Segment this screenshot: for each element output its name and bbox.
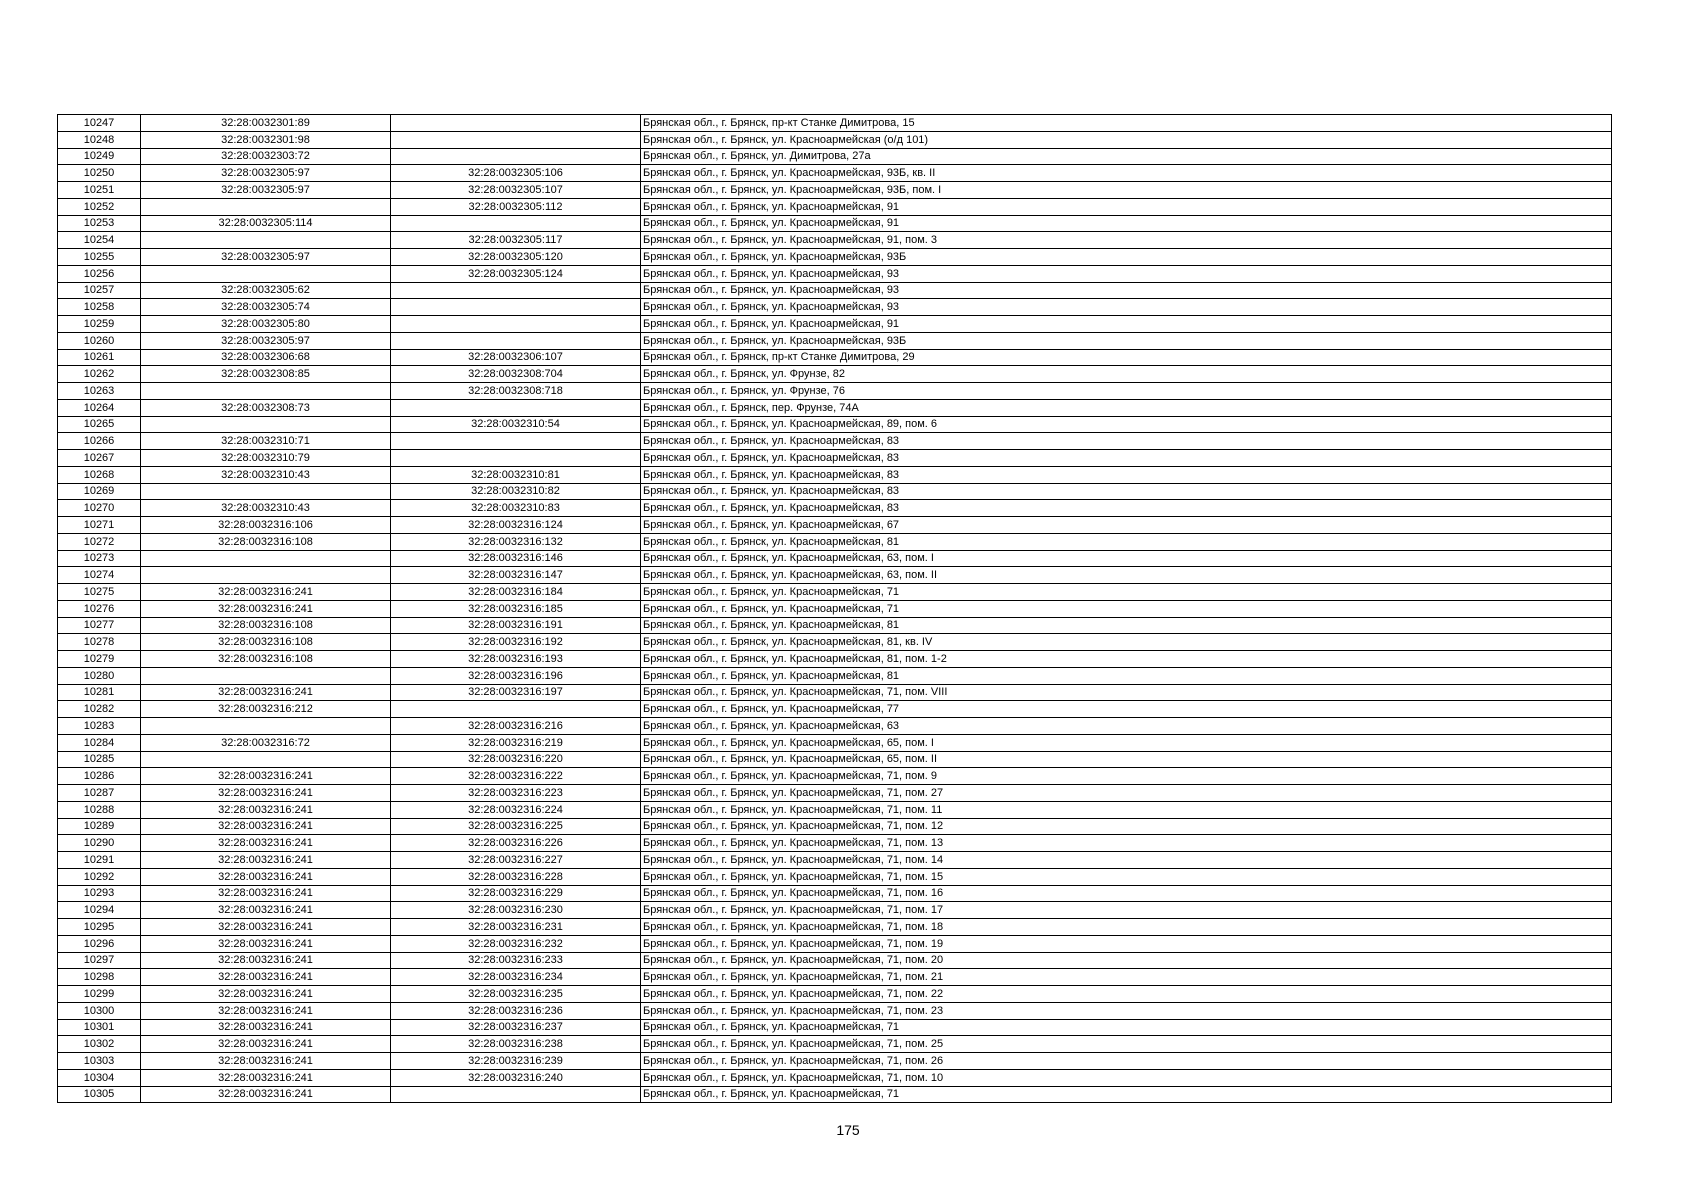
row-number-cell: 10300 [58,1002,141,1019]
table-row [58,935,1612,952]
object-number-cell [391,399,641,416]
object-number-cell [391,131,641,148]
table-row [58,466,1612,483]
row-number-cell: 10252 [58,198,141,215]
table-row [58,517,1612,534]
row-number-cell: 10265 [58,416,141,433]
row-number-cell: 10261 [58,349,141,366]
row-number-cell: 10268 [58,466,141,483]
address-cell: Брянская обл., г. Брянск, ул. Красноармейская, 71, пом. 11 [641,801,1612,818]
table-row [58,215,1612,232]
object-number-cell: 32:28:0032316:224 [391,801,641,818]
object-number-cell: 32:28:0032310:81 [391,466,641,483]
address-cell: Брянская обл., г. Брянск, ул. Красноармейская, 91 [641,198,1612,215]
row-number-cell: 10267 [58,450,141,467]
table-row [58,1053,1612,1070]
object-number-cell: 32:28:0032308:718 [391,383,641,400]
parcel-number-cell: 32:28:0032316:72 [141,734,391,751]
parcel-number-cell: 32:28:0032316:108 [141,634,391,651]
address-cell: Брянская обл., г. Брянск, ул. Красноармейская, 81 [641,667,1612,684]
table-row [58,852,1612,869]
address-cell: Брянская обл., г. Брянск, ул. Красноармейская, 71, пом. 21 [641,969,1612,986]
parcel-number-cell: 32:28:0032305:97 [141,332,391,349]
address-cell: Брянская обл., г. Брянск, ул. Красноармейская, 91 [641,215,1612,232]
row-number-cell: 10286 [58,768,141,785]
address-cell: Брянская обл., г. Брянск, ул. Красноармейская, 93 [641,282,1612,299]
parcel-number-cell [141,416,391,433]
object-number-cell: 32:28:0032310:82 [391,483,641,500]
parcel-number-cell: 32:28:0032306:68 [141,349,391,366]
table-row [58,349,1612,366]
table-row [58,885,1612,902]
object-number-cell [391,115,641,132]
table-row [58,751,1612,768]
row-number-cell: 10275 [58,584,141,601]
address-cell: Брянская обл., г. Брянск, пер. Фрунзе, 74А [641,399,1612,416]
row-number-cell: 10304 [58,1069,141,1086]
address-cell: Брянская обл., г. Брянск, ул. Красноармейская, 89, пом. 6 [641,416,1612,433]
object-number-cell: 32:28:0032316:222 [391,768,641,785]
parcel-number-cell: 32:28:0032310:71 [141,433,391,450]
parcel-number-cell: 32:28:0032316:241 [141,935,391,952]
table-row [58,818,1612,835]
row-number-cell: 10282 [58,701,141,718]
parcel-number-cell: 32:28:0032316:241 [141,801,391,818]
parcel-number-cell: 32:28:0032308:85 [141,366,391,383]
table-row [58,718,1612,735]
row-number-cell: 10248 [58,131,141,148]
table-row [58,399,1612,416]
address-cell: Брянская обл., г. Брянск, ул. Красноармейская, 93Б [641,249,1612,266]
parcel-number-cell: 32:28:0032316:108 [141,651,391,668]
row-number-cell: 10305 [58,1086,141,1103]
row-number-cell: 10259 [58,316,141,333]
address-cell: Брянская обл., г. Брянск, ул. Красноармейская, 83 [641,450,1612,467]
row-number-cell: 10272 [58,533,141,550]
table-row [58,1019,1612,1036]
address-cell: Брянская обл., г. Брянск, пр-кт Станке Димитрова, 29 [641,349,1612,366]
row-number-cell: 10298 [58,969,141,986]
row-number-cell: 10266 [58,433,141,450]
row-number-cell: 10278 [58,634,141,651]
parcel-number-cell [141,232,391,249]
parcel-number-cell [141,751,391,768]
address-cell: Брянская обл., г. Брянск, ул. Красноармейская, 93Б, кв. II [641,165,1612,182]
parcel-number-cell: 32:28:0032316:241 [141,785,391,802]
row-number-cell: 10258 [58,299,141,316]
object-number-cell [391,316,641,333]
parcel-number-cell: 32:28:0032305:97 [141,249,391,266]
row-number-cell: 10273 [58,550,141,567]
row-number-cell: 10250 [58,165,141,182]
parcel-number-cell: 32:28:0032305:74 [141,299,391,316]
parcel-number-cell: 32:28:0032305:80 [141,316,391,333]
address-cell: Брянская обл., г. Брянск, ул. Красноармейская, 81, пом. 1-2 [641,651,1612,668]
parcel-number-cell: 32:28:0032316:241 [141,768,391,785]
object-number-cell: 32:28:0032316:237 [391,1019,641,1036]
object-number-cell: 32:28:0032316:185 [391,600,641,617]
object-number-cell [391,1086,641,1103]
table-row [58,416,1612,433]
address-cell: Брянская обл., г. Брянск, ул. Красноармейская, 91, пом. 3 [641,232,1612,249]
parcel-number-cell: 32:28:0032316:108 [141,617,391,634]
object-number-cell: 32:28:0032316:234 [391,969,641,986]
row-number-cell: 10256 [58,265,141,282]
row-number-cell: 10281 [58,684,141,701]
row-number-cell: 10301 [58,1019,141,1036]
address-cell: Брянская обл., г. Брянск, ул. Красноармейская, 77 [641,701,1612,718]
parcel-number-cell: 32:28:0032301:98 [141,131,391,148]
table-row [58,1086,1612,1103]
table-row [58,801,1612,818]
row-number-cell: 10280 [58,667,141,684]
object-number-cell [391,433,641,450]
parcel-number-cell: 32:28:0032305:97 [141,165,391,182]
address-cell: Брянская обл., г. Брянск, ул. Красноармейская, 71, пом. 13 [641,835,1612,852]
table-body [58,115,1612,1103]
table-row [58,265,1612,282]
object-number-cell [391,450,641,467]
address-cell: Брянская обл., г. Брянск, ул. Красноармейская, 63 [641,718,1612,735]
table-row [58,182,1612,199]
table-row [58,969,1612,986]
address-cell: Брянская обл., г. Брянск, ул. Красноармейская, 71, пом. 17 [641,902,1612,919]
address-cell: Брянская обл., г. Брянск, ул. Красноармейская, 71, пом. 9 [641,768,1612,785]
parcel-number-cell: 32:28:0032316:241 [141,584,391,601]
table-row [58,533,1612,550]
object-number-cell: 32:28:0032316:223 [391,785,641,802]
parcel-number-cell: 32:28:0032303:72 [141,148,391,165]
parcel-number-cell: 32:28:0032305:114 [141,215,391,232]
address-cell: Брянская обл., г. Брянск, ул. Красноармейская, 71 [641,584,1612,601]
object-number-cell: 32:28:0032316:124 [391,517,641,534]
address-cell: Брянская обл., г. Брянск, ул. Димитрова, 27а [641,148,1612,165]
address-cell: Брянская обл., г. Брянск, ул. Красноармейская, 71, пом. 27 [641,785,1612,802]
table-row [58,567,1612,584]
address-cell: Брянская обл., г. Брянск, ул. Красноармейская, 63, пом. I [641,550,1612,567]
address-cell: Брянская обл., г. Брянск, ул. Красноармейская, 71, пом. 12 [641,818,1612,835]
address-cell: Брянская обл., г. Брянск, ул. Красноармейская, 71, пом. 15 [641,868,1612,885]
parcel-number-cell: 32:28:0032316:241 [141,600,391,617]
parcel-number-cell: 32:28:0032316:241 [141,1069,391,1086]
parcel-number-cell [141,667,391,684]
row-number-cell: 10264 [58,399,141,416]
object-number-cell: 32:28:0032305:117 [391,232,641,249]
address-cell: Брянская обл., г. Брянск, ул. Красноармейская, 83 [641,466,1612,483]
table-row [58,148,1612,165]
row-number-cell: 10254 [58,232,141,249]
object-number-cell: 32:28:0032316:146 [391,550,641,567]
parcel-number-cell [141,550,391,567]
address-cell: Брянская обл., г. Брянск, ул. Красноармейская, 71, пом. 20 [641,952,1612,969]
address-cell: Брянская обл., г. Брянск, ул. Красноармейская, 81, кв. IV [641,634,1612,651]
table-row [58,768,1612,785]
object-number-cell: 32:28:0032316:196 [391,667,641,684]
object-number-cell: 32:28:0032316:132 [391,533,641,550]
parcel-number-cell [141,718,391,735]
address-cell: Брянская обл., г. Брянск, ул. Красноармейская, 65, пом. II [641,751,1612,768]
object-number-cell: 32:28:0032316:230 [391,902,641,919]
table-row [58,734,1612,751]
address-cell: Брянская обл., г. Брянск, ул. Фрунзе, 82 [641,366,1612,383]
table-row [58,952,1612,969]
table-row [58,282,1612,299]
parcel-number-cell [141,567,391,584]
object-number-cell: 32:28:0032316:236 [391,1002,641,1019]
table-row [58,701,1612,718]
object-number-cell: 32:28:0032305:107 [391,182,641,199]
object-number-cell: 32:28:0032316:228 [391,868,641,885]
row-number-cell: 10288 [58,801,141,818]
object-number-cell: 32:28:0032316:197 [391,684,641,701]
parcel-number-cell: 32:28:0032316:241 [141,986,391,1003]
table-row [58,902,1612,919]
table-row [58,500,1612,517]
parcel-number-cell: 32:28:0032316:241 [141,1019,391,1036]
parcel-number-cell: 32:28:0032316:241 [141,969,391,986]
table-row [58,1002,1612,1019]
row-number-cell: 10303 [58,1053,141,1070]
address-cell: Брянская обл., г. Брянск, ул. Красноармейская, 81 [641,533,1612,550]
row-number-cell: 10274 [58,567,141,584]
address-cell: Брянская обл., г. Брянск, ул. Красноармейская, 91 [641,316,1612,333]
object-number-cell: 32:28:0032316:229 [391,885,641,902]
object-number-cell: 32:28:0032316:192 [391,634,641,651]
object-number-cell: 32:28:0032316:226 [391,835,641,852]
object-number-cell: 32:28:0032316:231 [391,919,641,936]
row-number-cell: 10269 [58,483,141,500]
object-number-cell: 32:28:0032316:193 [391,651,641,668]
parcel-number-cell: 32:28:0032305:62 [141,282,391,299]
row-number-cell: 10249 [58,148,141,165]
row-number-cell: 10285 [58,751,141,768]
parcel-number-cell: 32:28:0032316:241 [141,1053,391,1070]
object-number-cell: 32:28:0032310:83 [391,500,641,517]
object-number-cell: 32:28:0032316:235 [391,986,641,1003]
table-row [58,600,1612,617]
object-number-cell: 32:28:0032308:704 [391,366,641,383]
parcel-number-cell: 32:28:0032316:106 [141,517,391,534]
parcel-number-cell: 32:28:0032316:241 [141,868,391,885]
row-number-cell: 10302 [58,1036,141,1053]
row-number-cell: 10255 [58,249,141,266]
row-number-cell: 10283 [58,718,141,735]
table-row [58,835,1612,852]
object-number-cell: 32:28:0032316:216 [391,718,641,735]
object-number-cell: 32:28:0032316:220 [391,751,641,768]
parcel-number-cell: 32:28:0032316:212 [141,701,391,718]
object-number-cell: 32:28:0032316:184 [391,584,641,601]
row-number-cell: 10276 [58,600,141,617]
address-cell: Брянская обл., г. Брянск, ул. Красноармейская, 67 [641,517,1612,534]
parcel-number-cell: 32:28:0032305:97 [141,182,391,199]
table-row [58,165,1612,182]
parcel-number-cell: 32:28:0032301:89 [141,115,391,132]
object-number-cell: 32:28:0032316:239 [391,1053,641,1070]
row-number-cell: 10295 [58,919,141,936]
table-row [58,684,1612,701]
address-cell: Брянская обл., г. Брянск, ул. Красноармейская, 93 [641,265,1612,282]
table-row [58,550,1612,567]
address-cell: Брянская обл., г. Брянск, пр-кт Станке Димитрова, 15 [641,115,1612,132]
object-number-cell [391,282,641,299]
object-number-cell: 32:28:0032316:147 [391,567,641,584]
address-cell: Брянская обл., г. Брянск, ул. Красноармейская, 71, пом. 23 [641,1002,1612,1019]
row-number-cell: 10293 [58,885,141,902]
address-cell: Брянская обл., г. Брянск, ул. Красноармейская, 83 [641,500,1612,517]
parcel-number-cell: 32:28:0032316:241 [141,835,391,852]
object-number-cell [391,701,641,718]
object-number-cell: 32:28:0032316:233 [391,952,641,969]
table-row [58,249,1612,266]
address-cell: Брянская обл., г. Брянск, ул. Красноармейская, 93Б, пом. I [641,182,1612,199]
object-number-cell: 32:28:0032316:232 [391,935,641,952]
table-row [58,483,1612,500]
object-number-cell [391,148,641,165]
table-row [58,667,1612,684]
address-cell: Брянская обл., г. Брянск, ул. Красноармейская, 93Б [641,332,1612,349]
table-row [58,366,1612,383]
object-number-cell [391,215,641,232]
object-number-cell: 32:28:0032305:124 [391,265,641,282]
object-number-cell: 32:28:0032306:107 [391,349,641,366]
table-row [58,1036,1612,1053]
table-row [58,232,1612,249]
address-cell: Брянская обл., г. Брянск, ул. Красноармейская, 71, пом. 10 [641,1069,1612,1086]
row-number-cell: 10247 [58,115,141,132]
table-row [58,299,1612,316]
table-row [58,785,1612,802]
row-number-cell: 10251 [58,182,141,199]
object-number-cell: 32:28:0032316:240 [391,1069,641,1086]
table-row [58,316,1612,333]
row-number-cell: 10284 [58,734,141,751]
row-number-cell: 10287 [58,785,141,802]
address-cell: Брянская обл., г. Брянск, ул. Красноармейская, 81 [641,617,1612,634]
row-number-cell: 10297 [58,952,141,969]
object-number-cell: 32:28:0032310:54 [391,416,641,433]
row-number-cell: 10253 [58,215,141,232]
page-number: 175 [836,1122,860,1138]
row-number-cell: 10292 [58,868,141,885]
row-number-cell: 10294 [58,902,141,919]
row-number-cell: 10277 [58,617,141,634]
row-number-cell: 10279 [58,651,141,668]
object-number-cell: 32:28:0032316:227 [391,852,641,869]
table-row [58,131,1612,148]
address-cell: Брянская обл., г. Брянск, ул. Красноармейская, 71, пом. 19 [641,935,1612,952]
parcel-number-cell: 32:28:0032316:241 [141,1002,391,1019]
row-number-cell: 10291 [58,852,141,869]
row-number-cell: 10257 [58,282,141,299]
table-row [58,1069,1612,1086]
address-cell: Брянская обл., г. Брянск, ул. Красноармейская, 83 [641,433,1612,450]
parcel-number-cell: 32:28:0032310:43 [141,466,391,483]
table-row [58,634,1612,651]
address-cell: Брянская обл., г. Брянск, ул. Красноармейская, 71, пом. 14 [641,852,1612,869]
address-cell: Брянская обл., г. Брянск, ул. Красноармейская (о/д 101) [641,131,1612,148]
object-number-cell: 32:28:0032316:238 [391,1036,641,1053]
table-row [58,433,1612,450]
parcel-number-cell [141,383,391,400]
parcel-number-cell: 32:28:0032316:241 [141,684,391,701]
parcel-number-cell: 32:28:0032316:241 [141,852,391,869]
object-number-cell: 32:28:0032305:112 [391,198,641,215]
object-number-cell: 32:28:0032316:191 [391,617,641,634]
address-cell: Брянская обл., г. Брянск, ул. Красноармейская, 71, пом. 18 [641,919,1612,936]
table-row [58,450,1612,467]
row-number-cell: 10270 [58,500,141,517]
parcel-number-cell: 32:28:0032308:73 [141,399,391,416]
parcel-number-cell: 32:28:0032316:241 [141,885,391,902]
table-row [58,651,1612,668]
address-cell: Брянская обл., г. Брянск, ул. Красноармейская, 65, пом. I [641,734,1612,751]
parcel-number-cell: 32:28:0032316:241 [141,1086,391,1103]
data-table [57,114,1612,1103]
row-number-cell: 10289 [58,818,141,835]
address-cell: Брянская обл., г. Брянск, ул. Красноармейская, 71 [641,1019,1612,1036]
row-number-cell: 10262 [58,366,141,383]
table-row [58,617,1612,634]
row-number-cell: 10290 [58,835,141,852]
object-number-cell: 32:28:0032316:219 [391,734,641,751]
parcel-number-cell: 32:28:0032316:241 [141,818,391,835]
table-row [58,986,1612,1003]
parcel-number-cell [141,198,391,215]
table-row [58,868,1612,885]
address-cell: Брянская обл., г. Брянск, ул. Красноармейская, 63, пом. II [641,567,1612,584]
address-cell: Брянская обл., г. Брянск, ул. Фрунзе, 76 [641,383,1612,400]
row-number-cell: 10260 [58,332,141,349]
address-cell: Брянская обл., г. Брянск, ул. Красноармейская, 71 [641,600,1612,617]
parcel-number-cell: 32:28:0032316:241 [141,919,391,936]
object-number-cell: 32:28:0032316:225 [391,818,641,835]
address-cell: Брянская обл., г. Брянск, ул. Красноармейская, 71, пом. VIII [641,684,1612,701]
parcel-number-cell: 32:28:0032316:241 [141,952,391,969]
row-number-cell: 10299 [58,986,141,1003]
parcel-number-cell: 32:28:0032310:43 [141,500,391,517]
table-row [58,115,1612,132]
row-number-cell: 10296 [58,935,141,952]
table-row [58,584,1612,601]
parcel-number-cell: 32:28:0032316:241 [141,902,391,919]
table-row [58,198,1612,215]
address-cell: Брянская обл., г. Брянск, ул. Красноармейская, 71 [641,1086,1612,1103]
address-cell: Брянская обл., г. Брянск, ул. Красноармейская, 71, пом. 16 [641,885,1612,902]
object-number-cell: 32:28:0032305:106 [391,165,641,182]
object-number-cell [391,332,641,349]
row-number-cell: 10271 [58,517,141,534]
row-number-cell: 10263 [58,383,141,400]
address-cell: Брянская обл., г. Брянск, ул. Красноармейская, 71, пом. 22 [641,986,1612,1003]
parcel-number-cell: 32:28:0032310:79 [141,450,391,467]
address-cell: Брянская обл., г. Брянск, ул. Красноармейская, 71, пом. 26 [641,1053,1612,1070]
parcel-number-cell: 32:28:0032316:241 [141,1036,391,1053]
parcel-number-cell: 32:28:0032316:108 [141,533,391,550]
parcel-number-cell [141,265,391,282]
table-row [58,332,1612,349]
address-cell: Брянская обл., г. Брянск, ул. Красноармейская, 93 [641,299,1612,316]
address-cell: Брянская обл., г. Брянск, ул. Красноармейская, 83 [641,483,1612,500]
object-number-cell: 32:28:0032305:120 [391,249,641,266]
table-row [58,919,1612,936]
address-cell: Брянская обл., г. Брянск, ул. Красноармейская, 71, пом. 25 [641,1036,1612,1053]
object-number-cell [391,299,641,316]
parcel-number-cell [141,483,391,500]
table-row [58,383,1612,400]
